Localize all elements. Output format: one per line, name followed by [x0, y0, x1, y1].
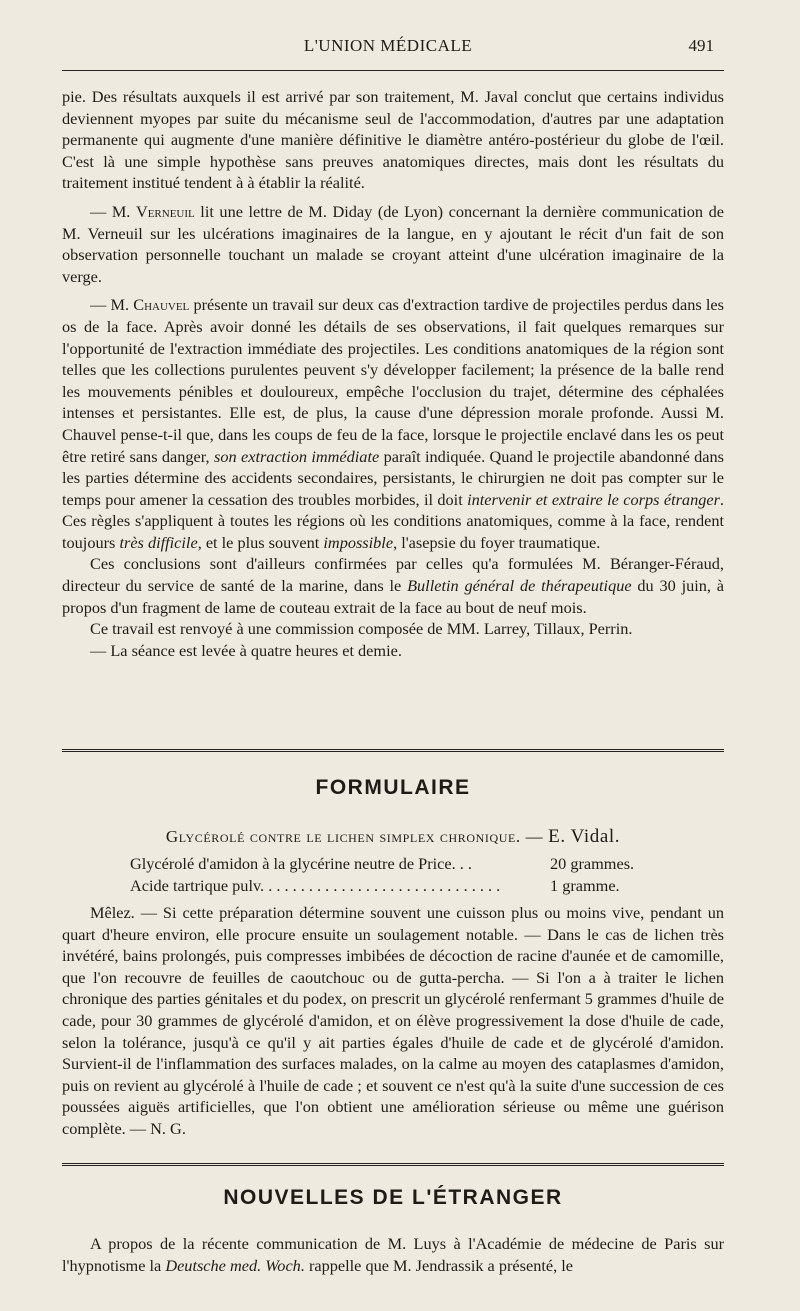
paragraph-text: , l'asepsie du foyer traumatique.	[393, 532, 601, 552]
ingredient-list	[130, 853, 670, 897]
paragraph-text: lit une lettre de M. Diday (de Lyon) concernant la dernière communication de M. Verneuil sur les ulcérations imaginaires de la langue, en y ajoutant le récit d'un fait de son observation personnelle touchant un malade se croyant atteint d'une ulcération imaginaire de la verge.	[62, 201, 724, 286]
italic-text: Deutsche med. Woch.	[165, 1255, 305, 1275]
etranger-title: NOUVELLES DE L'ÉTRANGER	[223, 1186, 563, 1209]
paragraph-text: rappelle que M. Jendrassik a présenté, le	[304, 1255, 573, 1275]
recipe-body: Mêlez. — Si cette préparation détermine souvent une cuisson plus ou moins vive, pendant un quart d'heure environ, elle procure ensuite un soulagement notable. — Dans le cas de lichen très invétéré, bains prolongés, puis compresses imbibées de décoction de racine d'aunée et de camomille, que l'on recouvre de feuilles de caoutchouc ou de gutta-percha. — Si l'on a à traiter le lichen chronique des parties génitales et du podex, on prescrit un glycérolé renfermant 5 grammes d'huile de cade, pour 30 grammes de glycérolé d'amidon, et on élève progressivement la dose d'huile de cade, selon la tolérance, jusqu'à ce qu'il y ait parties égales d'huile de cade et de glycérolé d'amidon. Survient-il de l'inflammation des surfaces malades, on la calme au moyen des cataplasmes d'amidon, puis on revient au glycérolé à l'huile de cade ; et souvent ce n'est qu'à la suite d'une succession de ces poussées aiguës artificielles, que l'on obtient une amélioration sérieuse ou même une guérison complète. — N. G.	[62, 903, 724, 1138]
page-number: 491	[688, 36, 714, 55]
author-name: Chauvel	[133, 295, 190, 315]
paragraph-verneuil	[62, 201, 724, 287]
section-rule	[62, 1163, 724, 1166]
dash-lead: — M.	[90, 201, 136, 221]
header-rule	[62, 70, 724, 71]
ingredient-quantity: 20 grammes.	[550, 854, 635, 873]
italic-text: intervenir et extraire le corps étranger	[467, 489, 720, 509]
italic-text: Bulletin général de thérapeutique	[407, 576, 632, 596]
etranger-paragraph	[62, 1233, 724, 1276]
paragraph-text: paraît indiquée. Quand le projectile abandonné dans les parties détermine des accidents secondaires, persistants, le chirurgien ne doit pas compter sur le temps pour amener la cessation des troubles morbides, il doit	[62, 446, 725, 509]
italic-text: impossible	[323, 532, 394, 552]
paragraph-text: A propos de la récente communication de M. Luys à l'Académie de médecine de Paris sur l'hypnotisme la	[62, 1234, 724, 1275]
ingredient-quantity: 1 gramme.	[550, 876, 620, 895]
recipe-heading	[62, 826, 724, 848]
formulaire-title: FORMULAIRE	[315, 776, 471, 799]
recipe-title: Glycérolé contre le lichen simplex chronique.	[165, 827, 521, 846]
dash-lead: — M.	[90, 295, 134, 315]
paragraph-closing: — La séance est levée à quatre heures et demie.	[90, 640, 402, 660]
ingredient-name: Acide tartrique pulv. . . . . . . . . . . . . . . . . . . . . . . . . . . . . .	[130, 876, 501, 895]
running-title: L'UNION MÉDICALE	[303, 36, 473, 55]
ingredient-row	[130, 853, 670, 875]
paragraph-text: , et le plus souvent	[197, 532, 324, 552]
page-header	[62, 32, 714, 62]
section-rule	[62, 749, 724, 752]
author-name: Verneuil	[135, 201, 195, 221]
paragraph-javal: pie. Des résultats auxquels il est arrivé par son traitement, M. Javal conclut que certains individus deviennent myopes par suite du mécanisme seul de l'accommodation, d'autres par une adaptation permanente qui augmente d'une manière définitive le diamètre antéro-postérieur du globe de l'œil. C'est là une simple hypothèse sans preuves anatomiques directes, mais dont les résultats du traitement institué tendent à à établir la réalité.	[62, 87, 724, 193]
paragraph-commission: Ce travail est renvoyé à une commission composée de MM. Larrey, Tillaux, Perrin.	[90, 619, 633, 639]
paragraph-text: Ces conclusions sont d'ailleurs confirmées par celles qu'a formulées M. Béranger-Féraud, directeur du service de santé de la marine, dans le	[62, 554, 724, 596]
ingredient-name: Glycérolé d'amidon à la glycérine neutre de Price. . .	[130, 854, 472, 873]
italic-text: très difficile	[119, 532, 198, 552]
paragraph-conclusions	[62, 553, 724, 618]
ingredient-row	[130, 875, 670, 897]
paragraph-text: . Ces règles s'appliquent à toutes les régions où les conditions anatomiques, comme à la face, rendent toujours	[62, 489, 724, 552]
italic-text: son extraction immédiate	[214, 446, 380, 466]
paragraph-text: présente un travail sur deux cas d'extraction tardive de projectiles perdus dans les os de la face. Après avoir donné les détails de ses observations, il fait quelques remarques sur l'opportunité de l'extraction immédiate des projectiles. Les conditions anatomiques de la région sont telles que les collections purulentes peuvent s'y développer facilement; la présence de la balle rend les mouvements pénibles et douloureux, empêche l'occlusion du trajet, détermine des céphalées intenses et persistantes. Elle est, de plus, la cause d'une dépression morale profonde. Aussi M. Chauvel pense-t-il que, dans les coups de feu de la face, lorsque le projectile enclavé dans les os peut être retiré sans danger,	[62, 295, 724, 466]
recipe-author: E. Vidal.	[548, 826, 621, 847]
paragraph-text: du 30 juin, à propos d'un fragment de lame de couteau extrait de la face au bout de neuf mois.	[62, 576, 724, 617]
recipe-dash: —	[520, 827, 549, 846]
academy-report	[62, 86, 724, 661]
paragraph-chauvel	[62, 294, 724, 553]
